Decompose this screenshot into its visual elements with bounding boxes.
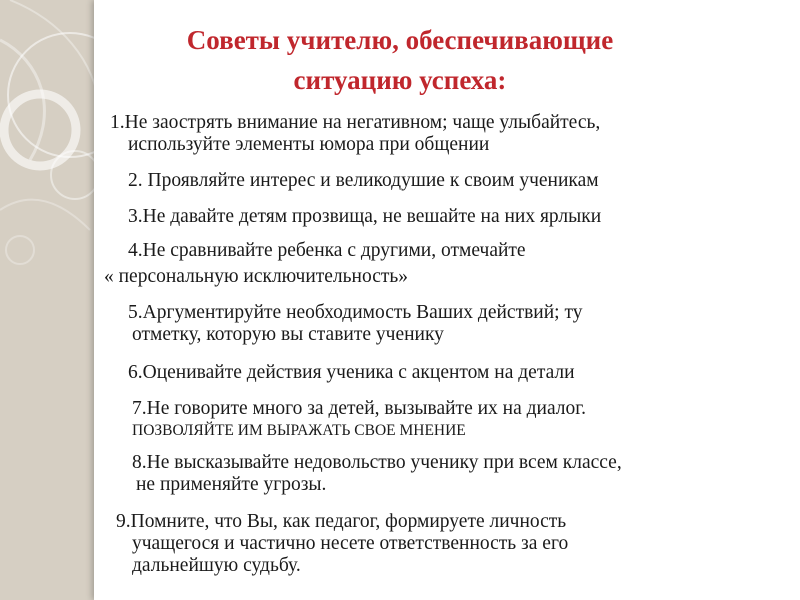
title-line-2: ситуацию успеха: — [293, 65, 507, 95]
decorative-side-panel — [0, 0, 106, 600]
title-line-1: Советы учителю, обеспечивающие — [186, 25, 614, 55]
decorative-swirl-icon — [0, 0, 106, 600]
list-item: 6.Оценивайте действия ученика с акцентом на детали — [128, 362, 575, 383]
list-item: 7.Не говорите много за детей, вызывайте их на диалог. ПОЗВОЛЯЙТЕ ИМ ВЫРАЖАТЬ СВОЕ МНЕНИЕ — [132, 398, 586, 439]
list-item: 8.Не высказывайте недовольство ученику при всем классе, не применяйте угрозы. — [132, 452, 622, 495]
list-item: 4.Не сравнивайте ребенка с другими, отмечайте « персональную исключительность» — [104, 240, 526, 287]
list-item: 9.Помните, что Вы, как педагог, формируете личность учащегося и частично несете ответственность за его дальнейшую судьбу. — [116, 511, 569, 576]
list-item: 3.Не давайте детям прозвища, не вешайте на них ярлыки — [128, 206, 602, 227]
list-item: 1.Не заострять внимание на негативном; чаще улыбайтесь, используйте элементы юмора при общении — [110, 112, 601, 155]
slide-title — [94, 20, 706, 100]
list-item: 5.Аргументируйте необходимость Ваших действий; ту отметку, которую вы ставите ученику — [128, 302, 583, 345]
slide-content — [94, 0, 800, 600]
list-item: 2. Проявляйте интерес и великодушие к своим ученикам — [128, 170, 599, 191]
